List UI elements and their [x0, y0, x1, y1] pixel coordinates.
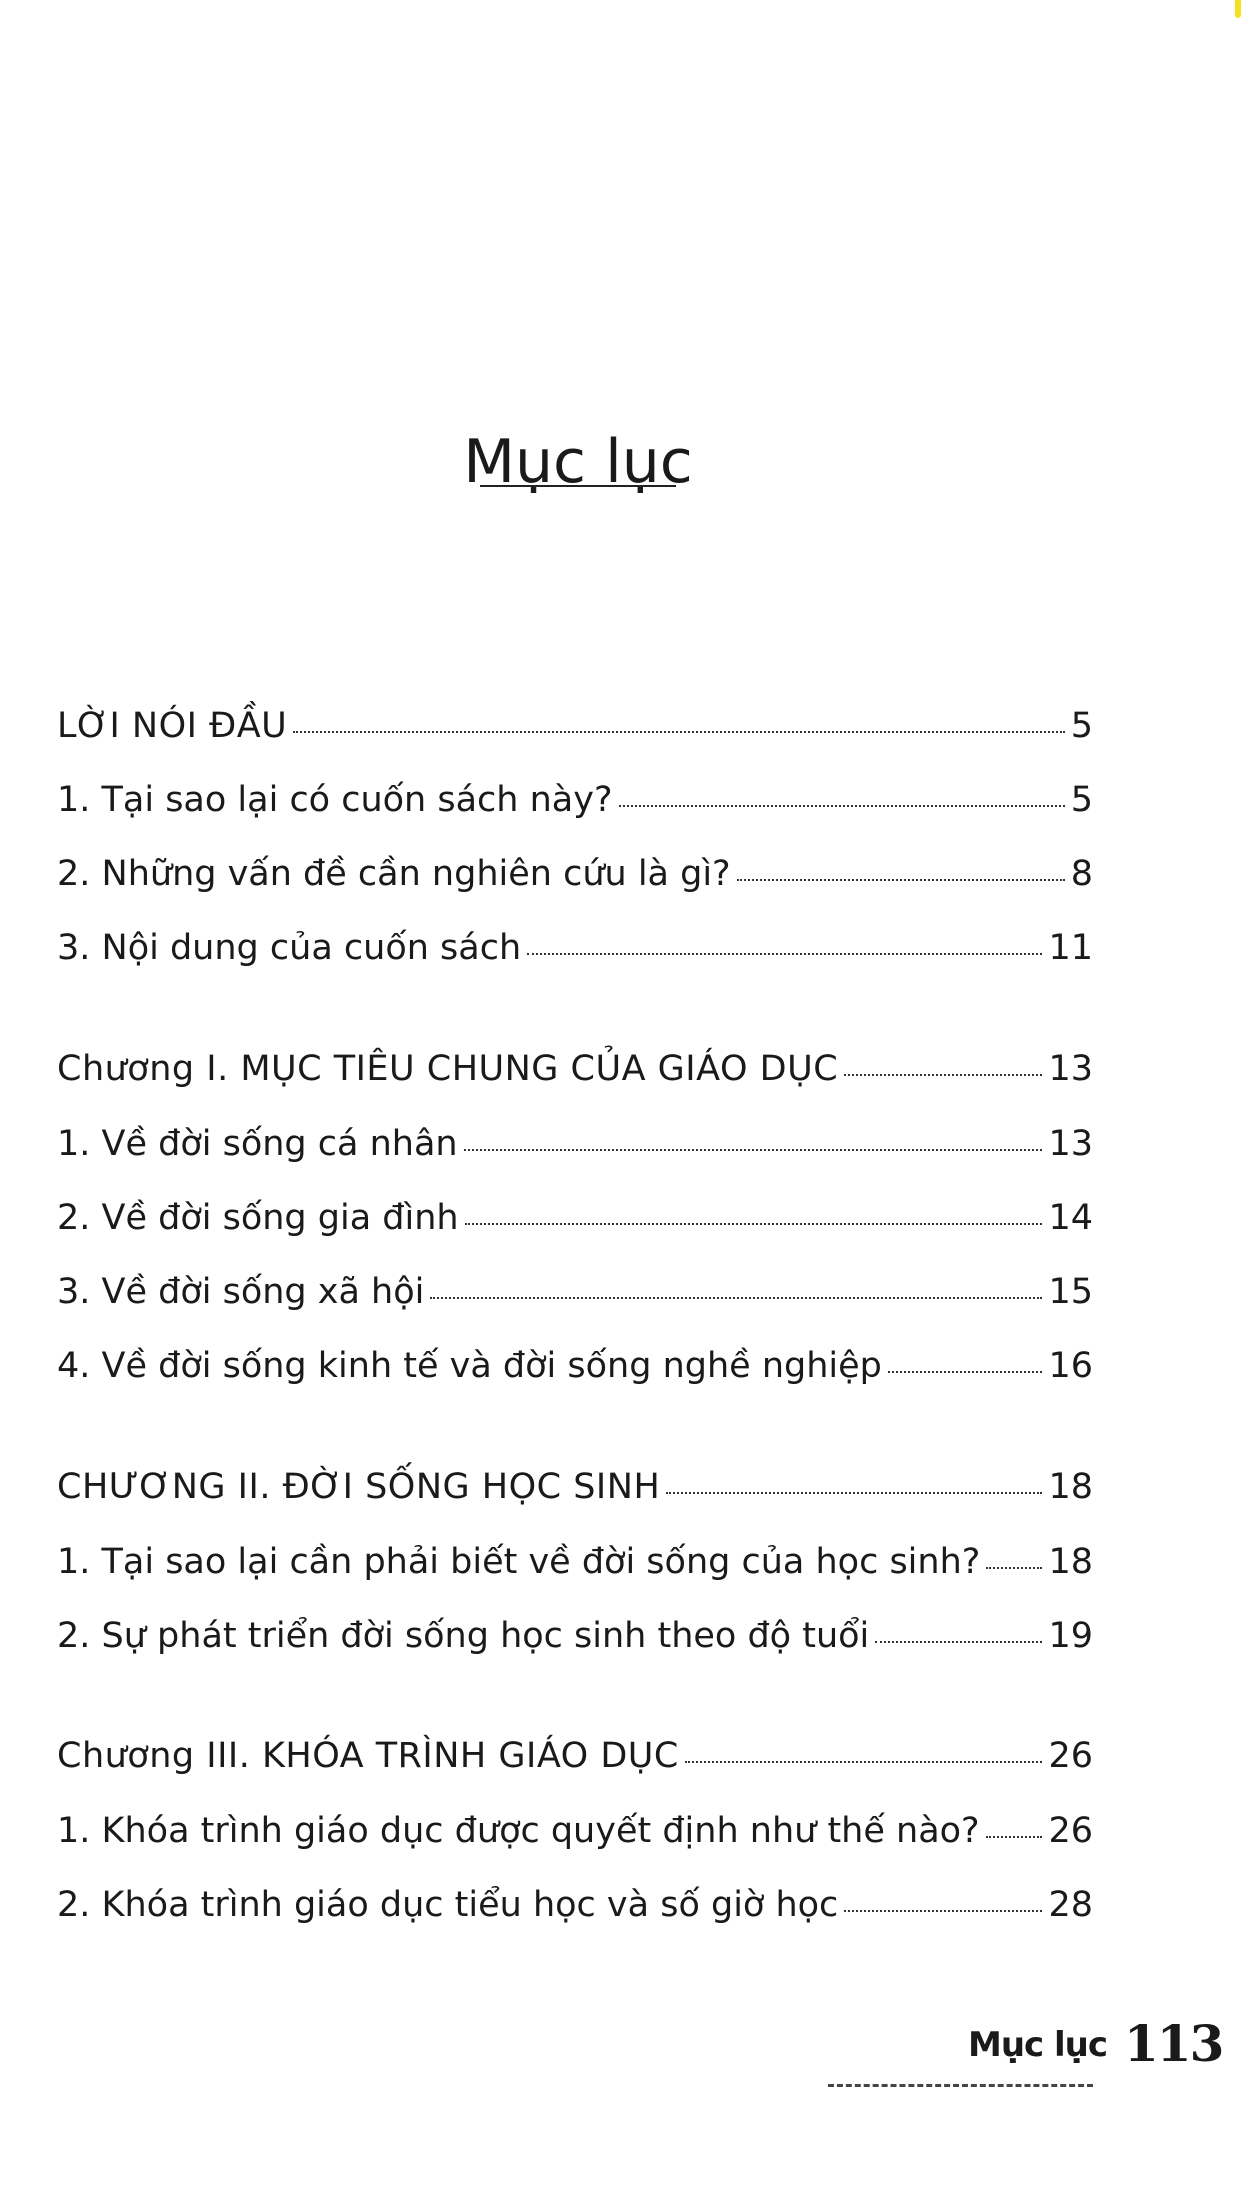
toc-entry-page: 26 [1048, 1811, 1093, 1851]
toc-entry-page: 5 [1070, 780, 1093, 820]
toc-entry-title: Chương I. MỤC TIÊU CHUNG CỦA GIÁO DỤC [57, 1049, 839, 1089]
toc-entry-title: LỜI NÓI ĐẦU [57, 706, 288, 746]
toc-dot-leader [464, 1149, 1043, 1151]
toc-dot-leader [844, 1074, 1042, 1076]
footer-page-number: 113 [1124, 2014, 1223, 2073]
toc-entry-page: 15 [1048, 1272, 1093, 1312]
toc-dot-leader [685, 1761, 1043, 1763]
toc-dot-leader [293, 731, 1064, 733]
toc-item-entry [57, 1617, 1093, 1656]
toc-entry-page: 14 [1048, 1198, 1093, 1238]
toc-dot-leader [666, 1492, 1042, 1494]
toc-dot-leader [888, 1371, 1043, 1373]
toc-chapter-entry [57, 1737, 1093, 1776]
toc-item-entry [57, 1886, 1093, 1925]
toc-entry-page: 13 [1048, 1124, 1093, 1164]
corner-color-mark [1235, 0, 1241, 18]
footer-dashed-rule [828, 2084, 1093, 2087]
toc-entry-title: Chương III. KHÓA TRÌNH GIÁO DỤC [57, 1736, 679, 1776]
toc-item-entry [57, 855, 1093, 894]
toc-item-entry [57, 1199, 1093, 1238]
toc-item-entry [57, 1812, 1093, 1851]
toc-item-entry [57, 1125, 1093, 1164]
toc-item-entry [57, 1273, 1093, 1312]
toc-entry-page: 5 [1070, 706, 1093, 746]
toc-chapter-entry [57, 1050, 1093, 1089]
toc-dot-leader [619, 805, 1065, 807]
toc-entry-title: 1. Về đời sống cá nhân [57, 1124, 458, 1164]
toc-dot-leader [430, 1297, 1042, 1299]
toc-dot-leader [844, 1910, 1042, 1912]
toc-entry-title: 4. Về đời sống kinh tế và đời sống nghề nghiệp [57, 1346, 882, 1386]
toc-entry-page: 19 [1048, 1616, 1093, 1656]
toc-entry-title: 2. Sự phát triển đời sống học sinh theo độ tuổi [57, 1616, 870, 1656]
title-underline [480, 485, 676, 487]
toc-item-entry [57, 1347, 1093, 1386]
toc-entry-title: 1. Khóa trình giáo dục được quyết định như thế nào? [57, 1811, 980, 1851]
toc-entry-page: 18 [1048, 1542, 1093, 1582]
toc-entry-page: 8 [1070, 854, 1093, 894]
toc-entry-title: 1. Tại sao lại có cuốn sách này? [57, 780, 613, 820]
toc-entry-page: 28 [1048, 1885, 1093, 1925]
toc-entry-page: 11 [1048, 928, 1093, 968]
toc-entry-title: 2. Những vấn đề cần nghiên cứu là gì? [57, 854, 731, 894]
toc-item-entry [57, 1543, 1093, 1582]
toc-entry-page: 18 [1048, 1467, 1093, 1507]
toc-entry-page: 16 [1048, 1346, 1093, 1386]
toc-dot-leader [737, 879, 1065, 881]
toc-chapter-entry [57, 707, 1093, 746]
toc-entry-title: CHƯƠNG II. ĐỜI SỐNG HỌC SINH [57, 1467, 661, 1507]
page-title: Mục lục [463, 427, 693, 498]
toc-dot-leader [527, 953, 1042, 955]
toc-dot-leader [465, 1223, 1043, 1225]
toc-entry-page: 13 [1048, 1049, 1093, 1089]
toc-entry-title: 3. Nội dung của cuốn sách [57, 928, 522, 968]
footer-section-label: Mục lục [968, 2025, 1108, 2065]
toc-entry-title: 3. Về đời sống xã hội [57, 1272, 425, 1312]
toc-dot-leader [986, 1836, 1043, 1838]
toc-chapter-entry [57, 1468, 1093, 1507]
toc-item-entry [57, 929, 1093, 968]
toc-entry-title: 1. Tại sao lại cần phải biết về đời sống của học sinh? [57, 1542, 981, 1582]
toc-entry-page: 26 [1048, 1736, 1093, 1776]
toc-entry-title: 2. Về đời sống gia đình [57, 1198, 459, 1238]
toc-dot-leader [875, 1641, 1042, 1643]
toc-item-entry [57, 781, 1093, 820]
toc-entry-title: 2. Khóa trình giáo dục tiểu học và số giờ học [57, 1885, 839, 1925]
toc-dot-leader [986, 1567, 1042, 1569]
